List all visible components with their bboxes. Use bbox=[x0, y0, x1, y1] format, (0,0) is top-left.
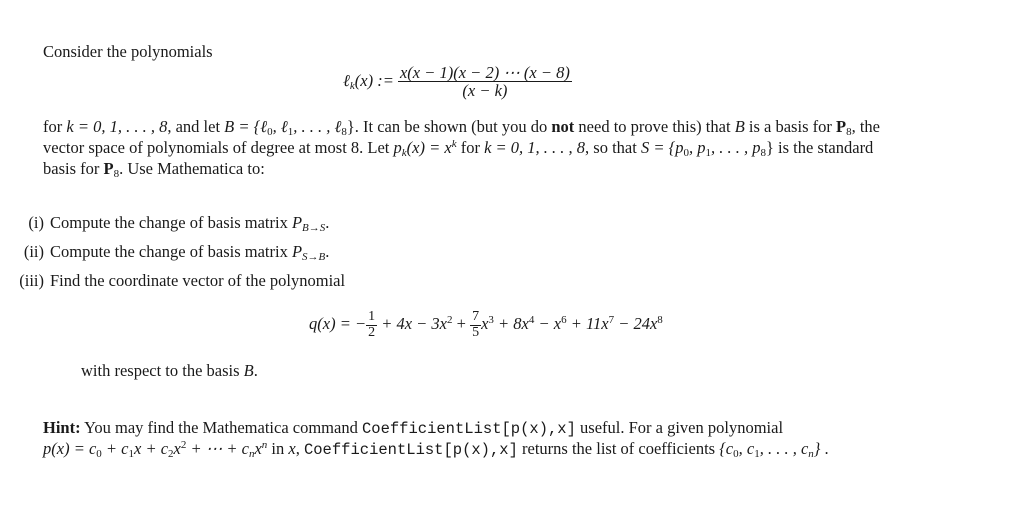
list-item-ii: (ii) Compute the change of basis matrix $P_{S\to B}$. bbox=[23, 242, 330, 263]
intro-text: Consider the polynomials bbox=[43, 42, 213, 61]
hint-label: Hint: bbox=[43, 418, 81, 437]
fraction-one-half: $\frac{1}{2}$ bbox=[368, 309, 376, 340]
code-coefficientlist-2: CoefficientList[p(x),x] bbox=[303, 441, 518, 459]
paragraph-line-2: vector space of polynomials of degree at most 8. Let $p_k(x) = x^k$ for k = 0, 1, . . . , 8, so that $S = \{p_0$, $p_1$, . . . , $p_8$} is the standard bbox=[43, 138, 874, 159]
polynomial-q: q(x) = − $\frac{1}{2}$ + $4x - 3x^2$ + $\frac{7}{5}$ $x^3 + 8x^4 - x^6 + 11x^7 - 24x^8$ bbox=[309, 309, 663, 340]
code-coefficientlist: CoefficientList[p(x),x] bbox=[361, 420, 576, 438]
respect-text: with respect to the basis B. bbox=[81, 361, 258, 380]
list-item-i: (i) Compute the change of basis matrix $P_{B\to S}$. bbox=[28, 213, 330, 234]
hint-line-1: Hint: You may find the Mathematica command CoefficientList[p(x),x] useful. For a given polynomial bbox=[43, 418, 784, 438]
definition-formula bbox=[343, 64, 572, 100]
hint-line-2: $p(x) = c_0 + c_1x + c_2x^2$ + ⋯ + $c_nx^n$ in x, CoefficientList[p(x),x] returns the list of coefficients {$c_0$, $c_1$, . . . , $c_n$} . bbox=[43, 439, 829, 460]
def-fraction bbox=[398, 64, 572, 100]
emphasis-not: not bbox=[551, 117, 575, 136]
paragraph-line-3: basis for $P_8$. Use Mathematica to: bbox=[43, 159, 265, 180]
def-denominator: (x − k) bbox=[462, 81, 508, 101]
def-lhs: ℓ$_k$(x) := bbox=[343, 70, 394, 92]
paragraph-line-1: for k = 0, 1, . . . , 8, and let B = {ℓ$_0$, ℓ$_1$, . . . , ℓ$_8$}. It can be shown (but you do not need to prove this) that B is a basis for $P_8$, the bbox=[43, 117, 880, 138]
fraction-seven-fifths: $\frac{7}{5}$ bbox=[472, 309, 480, 340]
list-item-iii: (iii) Find the coordinate vector of the polynomial bbox=[19, 271, 346, 290]
def-numerator: x(x − 1)(x − 2) ⋯ (x − 8) bbox=[399, 63, 570, 82]
